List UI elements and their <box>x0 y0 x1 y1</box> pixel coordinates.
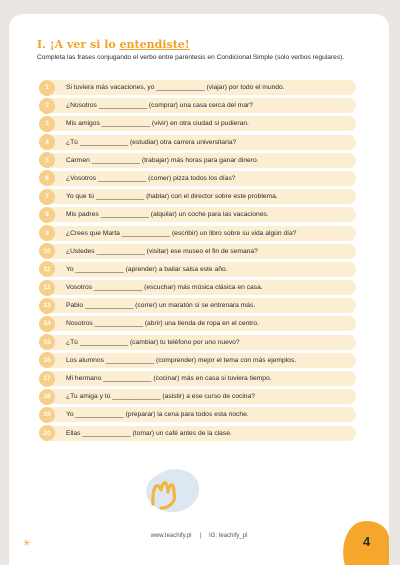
section-title <box>37 38 190 51</box>
exercise-row <box>39 153 356 168</box>
exercise-sentence: ¿Vosotros _____________ (comer) pizza todos los días? <box>66 174 236 182</box>
exercise-sentence: Si tuviera más vacaciones, yo _____________ (viajar) por todo el mundo. <box>66 84 285 91</box>
exercise-sentence: ¿Crees que Marta _____________ (escribir) un libro sobre su vida algún día? <box>66 229 297 237</box>
exercise-number-badge: 12 <box>39 280 55 296</box>
exercise-number-badge: 6 <box>39 170 55 186</box>
exercise-row <box>39 335 356 350</box>
exercise-sentence: Yo _____________ (aprender) a bailar salsa este año. <box>66 265 228 273</box>
exercise-number-badge: 16 <box>39 352 55 368</box>
exercise-sentence: Vosotros _____________ (escuchar) más música clásica en casa. <box>66 284 263 292</box>
exercise-number-badge: 2 <box>39 98 55 114</box>
exercise-row <box>39 262 356 277</box>
exercise-row <box>39 371 356 386</box>
exercise-row <box>39 171 356 186</box>
exercise-number-badge: 20 <box>39 425 55 441</box>
page-number: 4 <box>363 534 371 549</box>
exercise-number-badge: 9 <box>39 225 55 241</box>
exercise-sentence: Ellas _____________ (tomar) un café antes de la clase. <box>66 429 232 437</box>
exercise-number-badge: 10 <box>39 243 55 259</box>
exercise-sentence: ¿Ustedes _____________ (visitar) ese museo el fin de semana? <box>66 247 258 255</box>
exercise-row <box>39 389 356 404</box>
exercise-number-badge: 5 <box>39 152 55 168</box>
exercise-sentence: Carmen _____________ (trabajar) más horas para ganar dinero. <box>66 156 259 164</box>
exercise-sentence: Mi hermano _____________ (cocinar) más en casa si tuviera tiempo. <box>66 375 272 382</box>
exercise-sentence: Nosotros _____________ (abrir) una tienda de ropa en el centro. <box>66 320 259 328</box>
exercise-number-badge: 1 <box>39 80 55 96</box>
worksheet-page <box>9 14 389 565</box>
exercise-sentence: ¿Tú _____________ (cambiar) tu teléfono por uno nuevo? <box>66 338 240 346</box>
doodle-illustration <box>137 464 207 518</box>
exercise-number-badge: 19 <box>39 407 55 423</box>
exercise-row <box>39 426 356 441</box>
title-underlined: entendiste! <box>119 38 190 51</box>
exercise-row <box>39 244 356 259</box>
exercise-sentence: ¿Tú _____________ (estudiar) otra carrera universitaria? <box>66 138 237 146</box>
footer <box>9 533 389 539</box>
exercise-row <box>39 280 356 295</box>
exercise-row <box>39 207 356 222</box>
exercise-row <box>39 298 356 313</box>
exercise-row <box>39 226 356 241</box>
footer-instagram[interactable]: IG: teachify_pl <box>209 533 248 539</box>
exercise-number-badge: 15 <box>39 334 55 350</box>
exercise-number-badge: 14 <box>39 316 55 332</box>
exercise-number-badge: 18 <box>39 389 55 405</box>
footer-website[interactable]: www.teachify.pl <box>150 533 192 539</box>
exercise-row <box>39 407 356 422</box>
exercise-row <box>39 116 356 131</box>
exercise-row <box>39 353 356 368</box>
exercise-list <box>39 80 356 444</box>
title-prefix: I. ¡A ver si lo <box>37 38 120 51</box>
exercise-sentence: Yo _____________ (preparar) la cena para todos esta noche. <box>66 411 249 419</box>
exercise-sentence: Mis amigos _____________ (vivir) en otra ciudad si pudieran. <box>66 120 249 128</box>
exercise-number-badge: 8 <box>39 207 55 223</box>
exercise-sentence: Los alumnos _____________ (comprender) mejor el tema con más ejemplos. <box>66 356 297 364</box>
exercise-sentence: Yo que tú _____________ (hablar) con el director sobre este problema. <box>66 193 278 201</box>
exercise-sentence: ¿Nosotros _____________ (comprar) una casa cerca del mar? <box>66 102 253 110</box>
exercise-number-badge: 7 <box>39 189 55 205</box>
exercise-sentence: Pablo _____________ (correr) un maratón si se entrenara más. <box>66 302 256 310</box>
exercise-row <box>39 189 356 204</box>
exercise-number-badge: 11 <box>39 261 55 277</box>
footer-separator: | <box>199 533 202 539</box>
exercise-sentence: ¿Tu amiga y tú _____________ (asistir) a ese curso de cocina? <box>66 393 255 401</box>
exercise-number-badge: 4 <box>39 134 55 150</box>
exercise-row <box>39 80 356 95</box>
exercise-number-badge: 17 <box>39 371 55 387</box>
instructions: Completa las frases conjugando el verbo entre paréntesis en Condicional Simple (solo verbos regulares). <box>37 54 345 61</box>
exercise-row <box>39 135 356 150</box>
sparkle-icon: ✳ <box>23 538 31 548</box>
exercise-row <box>39 98 356 113</box>
exercise-number-badge: 3 <box>39 116 55 132</box>
exercise-number-badge: 13 <box>39 298 55 314</box>
exercise-row <box>39 316 356 331</box>
exercise-sentence: Mis padres _____________ (alquilar) un coche para las vacaciones. <box>66 211 269 219</box>
